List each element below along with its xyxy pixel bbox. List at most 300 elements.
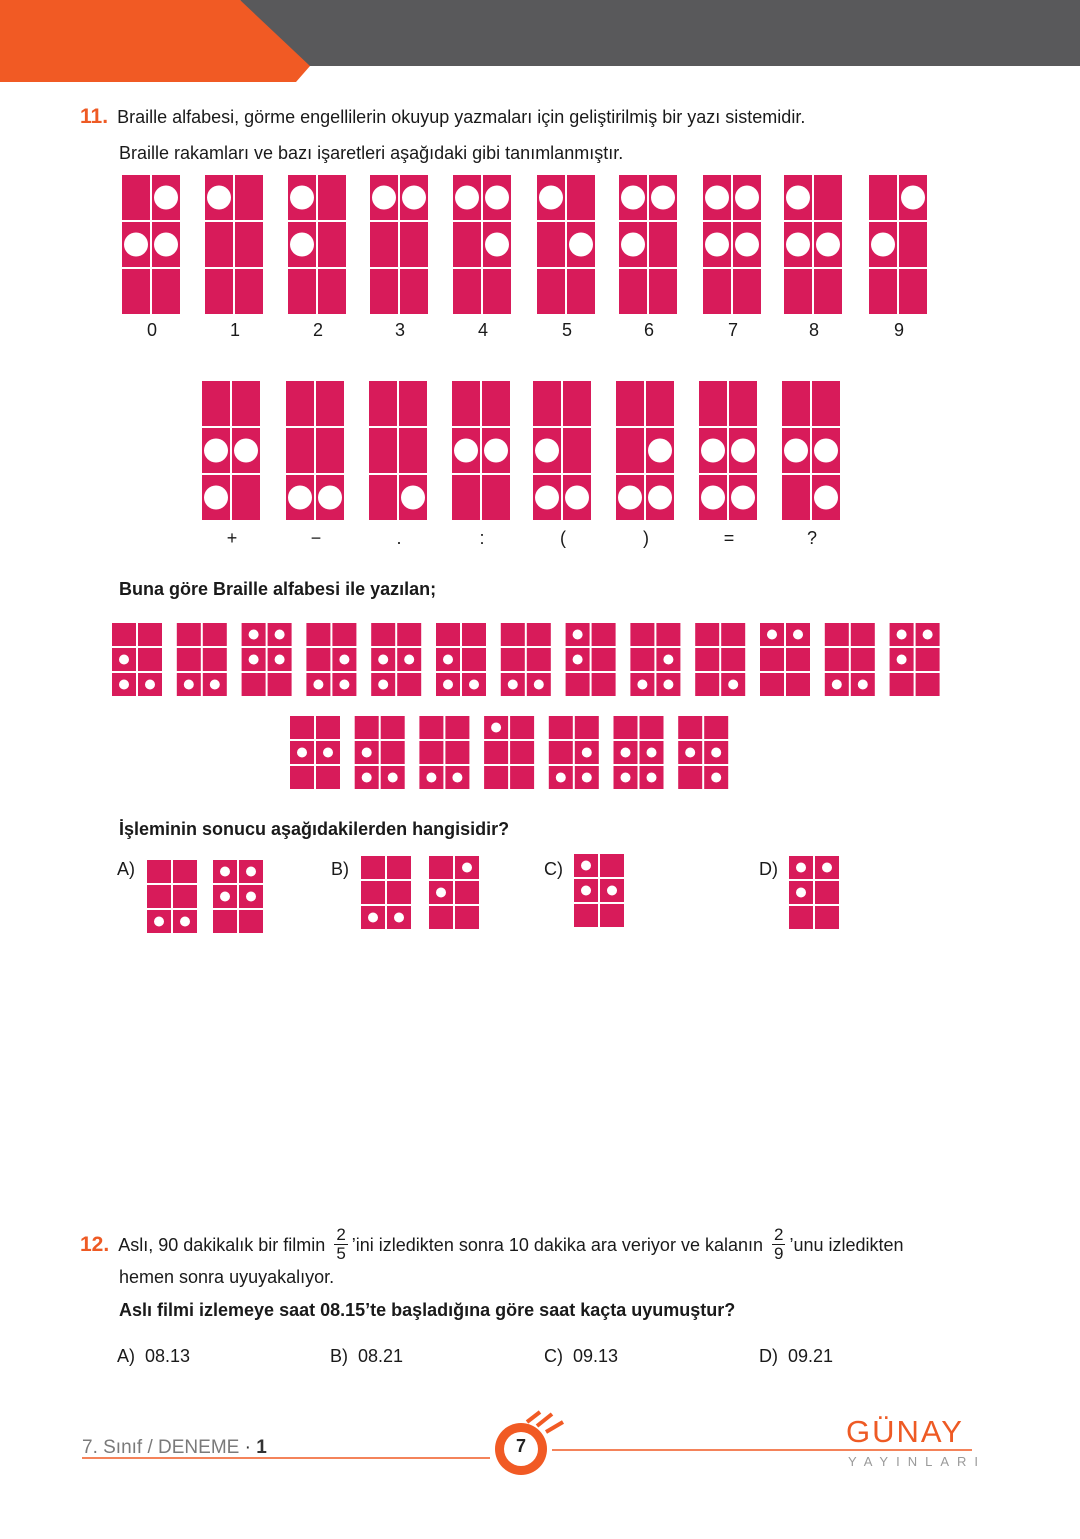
braille-block xyxy=(814,175,842,220)
fraction-denominator: 5 xyxy=(336,1243,346,1263)
braille-dot xyxy=(648,486,672,510)
expression-cell xyxy=(484,716,534,789)
braille-block xyxy=(232,475,260,520)
braille-block xyxy=(381,716,405,739)
braille-dot xyxy=(313,680,323,690)
braille-dot xyxy=(621,233,645,257)
braille-block xyxy=(445,741,469,764)
braille-block xyxy=(600,904,624,927)
braille-block xyxy=(213,910,237,933)
braille-digit-9 xyxy=(869,175,927,314)
braille-block xyxy=(306,648,330,671)
braille-block xyxy=(318,269,346,314)
braille-block xyxy=(397,623,421,646)
braille-block xyxy=(851,648,875,671)
braille-block xyxy=(815,906,839,929)
braille-block xyxy=(462,648,486,671)
braille-digit-label: 4 xyxy=(477,320,489,340)
braille-dot xyxy=(394,913,404,923)
braille-block xyxy=(138,623,162,646)
braille-block xyxy=(203,648,227,671)
braille-block xyxy=(306,623,330,646)
braille-block xyxy=(574,904,598,927)
braille-symbol xyxy=(369,381,427,520)
braille-block xyxy=(122,175,150,220)
braille-symbol xyxy=(286,381,344,520)
braille-block xyxy=(361,881,385,904)
braille-dot xyxy=(485,233,509,257)
expression-cell xyxy=(419,716,469,789)
q11-option-b[interactable]: B) xyxy=(331,859,349,879)
braille-symbol xyxy=(452,381,510,520)
q11-option-d[interactable]: D) xyxy=(759,859,778,879)
braille-block xyxy=(177,623,201,646)
fraction-numerator: 2 xyxy=(774,1225,784,1244)
braille-symbol-label: . xyxy=(396,528,402,548)
braille-block xyxy=(369,475,397,520)
braille-block xyxy=(453,222,481,267)
braille-digit-0 xyxy=(122,175,180,314)
braille-block xyxy=(563,381,591,426)
braille-block xyxy=(429,906,453,929)
ring-accent xyxy=(527,1412,540,1422)
braille-block xyxy=(649,269,677,314)
braille-block xyxy=(640,716,664,739)
braille-block xyxy=(400,269,428,314)
ring-accent xyxy=(546,1422,563,1432)
expression-cell xyxy=(112,623,162,696)
braille-symbol xyxy=(782,381,840,520)
braille-digit-3 xyxy=(370,175,428,314)
braille-digit-4 xyxy=(453,175,511,314)
braille-block xyxy=(400,222,428,267)
braille-block xyxy=(397,673,421,696)
braille-symbol xyxy=(533,381,591,520)
option-label: A) xyxy=(117,1346,135,1366)
brand-logo: GÜNAY xyxy=(846,1414,964,1449)
braille-block xyxy=(369,428,397,473)
braille-dot xyxy=(318,486,342,510)
braille-digit-label: 6 xyxy=(643,320,655,340)
braille-block xyxy=(122,269,150,314)
braille-dot xyxy=(207,186,231,210)
expression-cell xyxy=(825,623,875,696)
braille-symbol-label: ) xyxy=(643,528,649,548)
brand-subtitle: YAYINLARI xyxy=(848,1454,986,1469)
braille-dot xyxy=(426,773,436,783)
braille-block xyxy=(510,741,534,764)
braille-block xyxy=(205,222,233,267)
braille-block xyxy=(916,673,940,696)
q11-option-a[interactable]: A) xyxy=(117,859,135,879)
braille-dot xyxy=(814,439,838,463)
expression-cell xyxy=(566,623,616,696)
braille-dot xyxy=(663,655,673,665)
braille-dot xyxy=(581,861,591,871)
q12-question: Aslı filmi izlemeye saat 08.15’te başladığına göre saat kaçta uyumuştur? xyxy=(119,1300,736,1320)
braille-block xyxy=(288,269,316,314)
braille-block xyxy=(501,648,525,671)
expression-cell xyxy=(501,623,551,696)
ring-accent xyxy=(537,1414,552,1426)
braille-dot xyxy=(204,486,228,510)
braille-dot xyxy=(368,913,378,923)
braille-dot xyxy=(455,186,479,210)
braille-dot xyxy=(651,186,675,210)
braille-block xyxy=(482,381,510,426)
braille-dot xyxy=(275,655,285,665)
expression-cell xyxy=(760,623,810,696)
braille-block xyxy=(704,716,728,739)
braille-block xyxy=(316,381,344,426)
braille-block xyxy=(567,175,595,220)
braille-block xyxy=(112,623,136,646)
option-value: 08.21 xyxy=(358,1346,404,1366)
braille-block xyxy=(760,648,784,671)
braille-block xyxy=(147,860,171,883)
braille-block xyxy=(916,648,940,671)
braille-dot xyxy=(685,748,695,758)
braille-block xyxy=(235,269,263,314)
braille-dot xyxy=(491,723,501,733)
expression-cell xyxy=(678,716,728,789)
braille-block xyxy=(592,623,616,646)
braille-dot xyxy=(582,748,592,758)
braille-dot xyxy=(621,773,631,783)
braille-symbol-label: ? xyxy=(806,528,818,548)
braille-block xyxy=(729,381,757,426)
braille-block xyxy=(286,428,314,473)
option-value: 09.13 xyxy=(573,1346,619,1366)
braille-block xyxy=(614,716,638,739)
braille-dot xyxy=(124,233,148,257)
braille-symbol-label: − xyxy=(310,528,322,548)
q12-text-part-3: ’unu izledikten xyxy=(789,1235,904,1256)
option-cell xyxy=(361,856,411,929)
braille-block xyxy=(899,222,927,267)
braille-symbol xyxy=(699,381,757,520)
braille-digit-2 xyxy=(288,175,346,314)
braille-block xyxy=(387,881,411,904)
braille-block xyxy=(371,623,395,646)
braille-dot xyxy=(469,680,479,690)
braille-dot xyxy=(784,439,808,463)
braille-symbol-label: + xyxy=(226,528,238,548)
braille-block xyxy=(235,222,263,267)
braille-dot xyxy=(897,630,907,640)
q12-text-part-1: Aslı, 90 dakikalık bir filmin xyxy=(118,1235,326,1256)
q11-intro-line: Braille alfabesi, görme engellilerin okuyup yazmaları için geliştirilmiş bir yazı sistemidir. xyxy=(117,107,806,127)
braille-dot xyxy=(618,486,642,510)
braille-block xyxy=(815,881,839,904)
braille-block xyxy=(455,881,479,904)
braille-block xyxy=(318,222,346,267)
braille-block xyxy=(619,269,647,314)
braille-dot xyxy=(220,892,230,902)
braille-dot xyxy=(339,655,349,665)
braille-dot xyxy=(508,680,518,690)
braille-digit-label: 8 xyxy=(808,320,820,340)
braille-digit-label: 7 xyxy=(727,320,739,340)
braille-dot xyxy=(323,748,333,758)
expression-cell xyxy=(290,716,340,789)
braille-digit-label: 3 xyxy=(394,320,406,340)
q12-option-d[interactable] xyxy=(759,1345,833,1368)
q11-option-c[interactable]: C) xyxy=(544,859,563,879)
expression-cell xyxy=(614,716,664,789)
braille-dot xyxy=(637,680,647,690)
braille-dot xyxy=(443,655,453,665)
braille-block xyxy=(419,716,443,739)
braille-digit-label: 2 xyxy=(312,320,324,340)
braille-block xyxy=(232,381,260,426)
braille-block xyxy=(537,222,565,267)
braille-block xyxy=(370,222,398,267)
braille-block xyxy=(630,648,654,671)
braille-dot xyxy=(154,917,164,927)
braille-block xyxy=(812,381,840,426)
braille-block xyxy=(177,648,201,671)
braille-symbol-label: = xyxy=(723,528,735,548)
braille-block xyxy=(286,381,314,426)
braille-dot xyxy=(901,186,925,210)
option-value: 08.13 xyxy=(145,1346,191,1366)
braille-block xyxy=(825,648,849,671)
braille-block xyxy=(695,648,719,671)
braille-dot xyxy=(485,186,509,210)
braille-dot xyxy=(246,867,256,877)
braille-block xyxy=(381,741,405,764)
braille-dot xyxy=(582,773,592,783)
expression-cell xyxy=(355,716,405,789)
braille-block xyxy=(510,716,534,739)
braille-block xyxy=(869,269,897,314)
braille-block xyxy=(782,475,810,520)
braille-block xyxy=(483,269,511,314)
braille-digit-8 xyxy=(784,175,842,314)
footer-grade-text: 7. Sınıf / DENEME xyxy=(82,1437,240,1458)
braille-digit-5 xyxy=(537,175,595,314)
braille-block xyxy=(616,428,644,473)
braille-dot xyxy=(362,748,372,758)
braille-dot xyxy=(735,186,759,210)
braille-block xyxy=(290,716,314,739)
braille-dot xyxy=(814,486,838,510)
braille-block xyxy=(656,623,680,646)
braille-block xyxy=(452,381,480,426)
braille-dot xyxy=(573,630,583,640)
braille-dot xyxy=(705,233,729,257)
braille-block xyxy=(786,648,810,671)
option-cell xyxy=(429,856,479,929)
braille-block xyxy=(869,175,897,220)
question-number: 11. xyxy=(80,105,109,128)
option-value: 09.21 xyxy=(788,1346,834,1366)
fraction-two-ninths xyxy=(772,1226,785,1263)
footer-grade: 7. Sınıf / DENEME · 1 xyxy=(82,1437,267,1458)
q12-option-c[interactable] xyxy=(544,1345,618,1368)
braille-dot xyxy=(793,630,803,640)
q12-option-a[interactable] xyxy=(117,1345,190,1368)
braille-block xyxy=(239,910,263,933)
braille-block xyxy=(549,741,573,764)
braille-block xyxy=(318,175,346,220)
braille-block xyxy=(563,428,591,473)
braille-block xyxy=(202,381,230,426)
braille-block xyxy=(592,673,616,696)
braille-block xyxy=(429,856,453,879)
braille-block xyxy=(527,648,551,671)
expression-cell xyxy=(890,623,940,696)
braille-dot xyxy=(648,439,672,463)
q11-instruction: Buna göre Braille alfabesi ile yazılan; xyxy=(119,579,437,599)
braille-dot xyxy=(786,233,810,257)
braille-block xyxy=(616,381,644,426)
q12-option-b[interactable] xyxy=(330,1345,403,1368)
expression-cell xyxy=(371,623,421,696)
braille-dot xyxy=(154,233,178,257)
option-label: C) xyxy=(544,1346,563,1366)
braille-digit-6 xyxy=(619,175,677,314)
braille-block xyxy=(445,716,469,739)
braille-dot xyxy=(565,486,589,510)
braille-dot xyxy=(731,439,755,463)
expression-cell xyxy=(177,623,227,696)
braille-dot xyxy=(220,867,230,877)
braille-block xyxy=(814,269,842,314)
braille-dot xyxy=(372,186,396,210)
braille-block xyxy=(760,673,784,696)
braille-block xyxy=(369,381,397,426)
braille-dot xyxy=(735,233,759,257)
braille-block xyxy=(899,269,927,314)
braille-dot xyxy=(796,863,806,873)
braille-block xyxy=(549,716,573,739)
braille-block xyxy=(537,269,565,314)
braille-dot xyxy=(535,486,559,510)
braille-dot xyxy=(607,886,617,896)
braille-block xyxy=(205,269,233,314)
braille-block xyxy=(825,623,849,646)
braille-block xyxy=(566,673,590,696)
braille-digit-1 xyxy=(205,175,263,314)
braille-dot xyxy=(443,680,453,690)
braille-block xyxy=(527,623,551,646)
braille-dot xyxy=(362,773,372,783)
expression-cell xyxy=(436,623,486,696)
expression-cell xyxy=(630,623,680,696)
braille-dot xyxy=(705,186,729,210)
option-cell xyxy=(147,860,197,933)
braille-dot xyxy=(897,655,907,665)
braille-dot xyxy=(290,233,314,257)
braille-dot xyxy=(180,917,190,927)
braille-dot xyxy=(119,655,129,665)
braille-block xyxy=(851,623,875,646)
braille-block xyxy=(452,475,480,520)
braille-block xyxy=(733,269,761,314)
q11-intro-line-2: Braille rakamları ve bazı işaretleri aşağıdaki gibi tanımlanmıştır. xyxy=(119,143,624,163)
braille-block xyxy=(646,381,674,426)
expression-cell xyxy=(695,623,745,696)
braille-dot xyxy=(569,233,593,257)
braille-block xyxy=(453,269,481,314)
braille-dot xyxy=(249,630,259,640)
braille-block xyxy=(290,766,314,789)
footer-deneme-number: 1 xyxy=(256,1437,267,1458)
braille-dot xyxy=(816,233,840,257)
braille-block xyxy=(721,623,745,646)
braille-dot xyxy=(731,486,755,510)
braille-dot xyxy=(249,655,259,665)
braille-block xyxy=(678,766,702,789)
braille-block xyxy=(138,648,162,671)
q12-text-part-2: ’ini izledikten sonra 10 dakika ara veriyor ve kalanın xyxy=(351,1235,763,1256)
braille-block xyxy=(890,673,914,696)
braille-block xyxy=(242,673,266,696)
braille-block xyxy=(721,648,745,671)
braille-dot xyxy=(871,233,895,257)
fraction-denominator: 9 xyxy=(774,1243,784,1263)
option-label: D) xyxy=(759,1346,778,1366)
braille-dot xyxy=(404,655,414,665)
braille-block xyxy=(789,906,813,929)
braille-dot xyxy=(275,630,285,640)
braille-block xyxy=(678,716,702,739)
braille-block xyxy=(533,381,561,426)
braille-block xyxy=(649,222,677,267)
braille-dot xyxy=(581,886,591,896)
braille-block xyxy=(575,716,599,739)
braille-block xyxy=(695,673,719,696)
braille-symbol-label: : xyxy=(479,528,485,548)
braille-symbol xyxy=(202,381,260,520)
braille-dot xyxy=(378,655,388,665)
expression-cell xyxy=(306,623,356,696)
braille-dot xyxy=(786,186,810,210)
braille-dot xyxy=(535,439,559,463)
braille-block xyxy=(152,269,180,314)
braille-dot xyxy=(154,186,178,210)
braille-dot xyxy=(204,439,228,463)
braille-block xyxy=(592,648,616,671)
q12-text-line-2: hemen sonra uyuyakalıyor. xyxy=(119,1267,335,1287)
braille-digit-label: 1 xyxy=(229,320,241,340)
braille-dot xyxy=(297,748,307,758)
braille-dot xyxy=(647,748,657,758)
braille-block xyxy=(782,381,810,426)
braille-dot xyxy=(462,863,472,873)
braille-block xyxy=(482,475,510,520)
page-number: 7 xyxy=(515,1436,526,1456)
braille-dot xyxy=(436,888,446,898)
braille-dot xyxy=(621,748,631,758)
braille-digit-label: 5 xyxy=(561,320,573,340)
braille-dot xyxy=(402,186,426,210)
braille-block xyxy=(484,741,508,764)
braille-block xyxy=(462,623,486,646)
braille-block xyxy=(173,885,197,908)
braille-block xyxy=(355,716,379,739)
braille-dot xyxy=(573,655,583,665)
braille-dot xyxy=(701,486,725,510)
braille-dot xyxy=(401,486,425,510)
fraction-numerator: 2 xyxy=(336,1225,346,1244)
braille-dot xyxy=(796,888,806,898)
braille-block xyxy=(147,885,171,908)
expression-cell xyxy=(242,623,292,696)
braille-block xyxy=(455,906,479,929)
